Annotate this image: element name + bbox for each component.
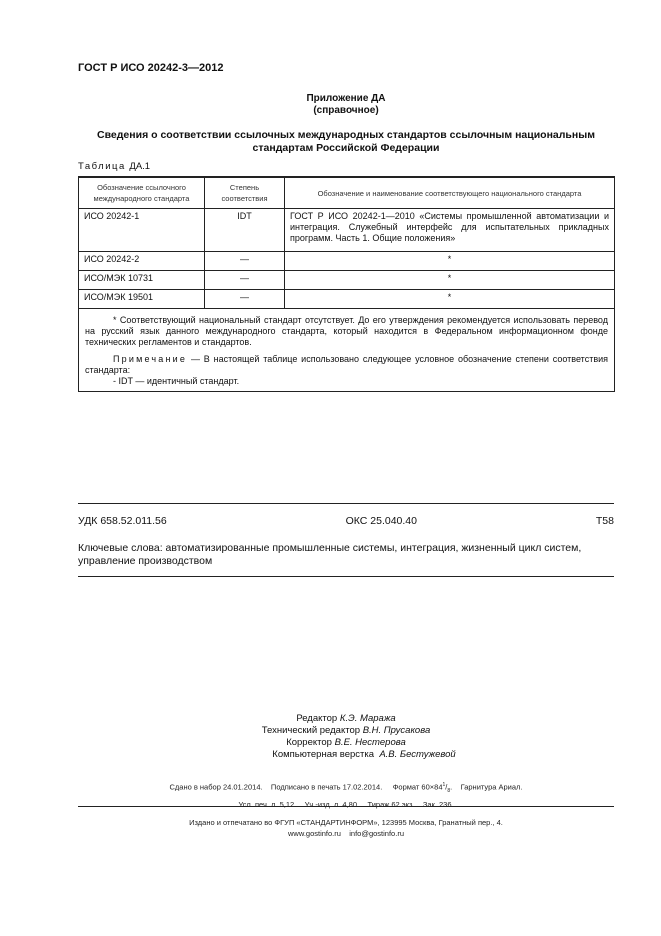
editor-line <box>78 713 614 725</box>
print-run: Тираж 62 экз. <box>367 800 415 809</box>
udk-code: УДК 658.52.011.56 <box>78 515 167 527</box>
corrector-label: Корректор <box>286 737 332 748</box>
cell-national: * <box>285 290 615 309</box>
tech-editor-line <box>78 725 614 737</box>
order-number: Зак. 236. <box>422 800 454 809</box>
header-international-standard <box>79 177 205 209</box>
cell-std: ИСО/МЭК 19501 <box>79 290 205 309</box>
cell-degree: — <box>205 290 285 309</box>
table-notes <box>79 309 615 392</box>
signed-date: Подписано в печать 17.02.2014. <box>270 782 383 792</box>
cell-degree: — <box>205 252 285 271</box>
note-text: — В настоящей таблице использовано следующее условное обозначение степени соответствия стандарта: <box>85 354 608 375</box>
cell-national: * <box>285 252 615 271</box>
table-caption <box>78 161 150 172</box>
format-label: Формат 60×84 <box>392 782 443 792</box>
oks-code: ОКС 25.040.40 <box>345 515 417 527</box>
tech-editor-label: Технический редактор <box>261 725 361 736</box>
appendix-subtitle: (справочное) <box>313 105 379 116</box>
publisher-info <box>78 817 614 839</box>
table-row <box>79 271 615 290</box>
header-col2-line1: Степень <box>229 183 260 192</box>
group-code: Т58 <box>595 515 614 527</box>
divider-bottom <box>78 806 614 807</box>
corrector-name: В.Е. Нестерова <box>334 737 406 748</box>
tech-editor-name: В.Н. Прусакова <box>362 725 431 736</box>
keywords: Ключевые слова: автоматизированные промышленные системы, интеграция, жизненный цикл систем, управление производством <box>78 542 582 567</box>
header-col2-line2: соответствия <box>221 194 268 203</box>
section-title-line2: стандартам Российской Федерации <box>252 142 440 154</box>
publisher-address: Издано и отпечатано во ФГУП «СТАНДАРТИНФОРМ», 123995 Москва, Гранатный пер., 4. <box>189 818 503 827</box>
correspondence-table <box>78 176 615 392</box>
section-title-line1: Сведения о соответствии ссылочных международных стандартов ссылочным национальным <box>97 129 595 141</box>
appendix-title: Приложение ДА <box>306 93 386 104</box>
section-title <box>78 129 614 155</box>
classification-row <box>78 515 614 527</box>
publisher-contacts: www.gostinfo.ru info@gostinfo.ru <box>287 829 404 838</box>
table-row <box>79 209 615 252</box>
print-line2 <box>78 798 614 811</box>
format-denominator: 8 <box>447 788 451 794</box>
note-label: Примечание <box>113 354 188 364</box>
cell-std: ИСО 20242-1 <box>79 209 205 252</box>
table-caption-id: ДА.1 <box>129 161 151 172</box>
header-col1-line1: Обозначение ссылочного <box>97 183 186 192</box>
layout-label: Компьютерная верстка <box>272 749 375 760</box>
table-row <box>79 290 615 309</box>
divider-top <box>78 503 614 504</box>
editor-label: Редактор <box>296 713 338 724</box>
cell-std: ИСО 20242-2 <box>79 252 205 271</box>
document-code: ГОСТ Р ИСО 20242-3—2012 <box>78 62 224 74</box>
cell-std: ИСО/МЭК 10731 <box>79 271 205 290</box>
sent-date: Сдано в набор 24.01.2014. <box>169 782 263 792</box>
header-national-standard: Обозначение и наименование соответствующего национального стандарта <box>285 177 615 209</box>
divider-middle <box>78 576 614 577</box>
header-degree <box>205 177 285 209</box>
table-notes-row <box>79 309 615 392</box>
layout-line <box>78 749 614 761</box>
format-numerator: 1 <box>442 782 446 788</box>
staff-credits <box>78 713 614 761</box>
table-caption-prefix: Таблица <box>78 161 126 172</box>
print-sheets: Усл. печ. л. 5,12. <box>238 800 297 809</box>
cell-degree: — <box>205 271 285 290</box>
table-header-row <box>79 177 615 209</box>
pub-sheets: Уч.-изд. л. 4,80. <box>304 800 360 809</box>
appendix-heading <box>78 93 614 117</box>
print-line1: Сдано в набор 24.01.2014. Подписано в печать 17.02.2014. Формат $60\times 84^1/_8$. Гарнитура Ариал. <box>169 782 523 794</box>
layout-name: А.В. Бестужевой <box>379 749 456 760</box>
cell-national: ГОСТ Р ИСО 20242-1—2010 «Системы промышленной автоматизации и интеграция. Служебный интерфейс для испытательных прикладных программ. Часть 1. Общие положения» <box>285 209 615 252</box>
note-item: - IDT — идентичный стандарт. <box>113 376 240 386</box>
cell-national: * <box>285 271 615 290</box>
font-info: Гарнитура Ариал. <box>460 782 523 792</box>
cell-degree: IDT <box>205 209 285 252</box>
table-note <box>85 354 608 376</box>
corrector-line <box>78 737 614 749</box>
editor-name: К.Э. Маража <box>339 713 396 724</box>
table-row <box>79 252 615 271</box>
header-col1-line2: международного стандарта <box>93 194 190 203</box>
table-footnote: * Соответствующий национальный стандарт отсутствует. До его утверждения рекомендуется использовать перевод на русский язык данного международного стандарта, который находится в Федеральном информационном фонде технических регламентов и стандартов. <box>85 315 608 347</box>
